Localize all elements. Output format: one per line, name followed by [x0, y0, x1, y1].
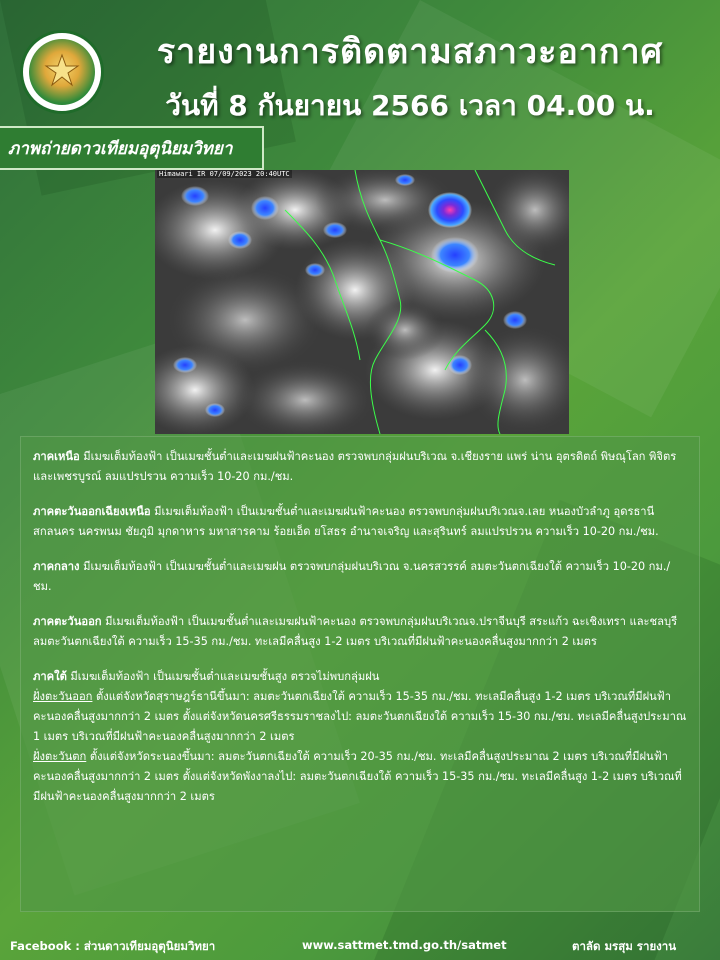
west-coast-text: ตั้งแต่จังหวัดระนองขึ้นมา: ลมตะวันตกเฉียงใต้ ความเร็ว 20-35 กม./ชม. ทะเลมีคลื่นสูงประมาณ 2 เมตร บริเวณที่มีฝนฟ้าคะนองคลื่นสูงมากกว่า 2 เมตร ตั้งแต่จังหวัดพังงาลงไป: ลมตะวันตกเฉียงใต้ ความเร็ว 15-35 กม./ชม. ทะเลมีคลื่นสูง 1-2 เมตร บริเวณที่มีฝนฟ้าคะนองคลื่นสูงมากกว่า 2 เมตร [33, 750, 682, 803]
region-text: มีเมฆเต็มท้องฟ้า เป็นเมฆชั้นต่ำและเมฆฝนฟ้าคะนอง ตรวจพบกลุ่มฝนบริเวณจ.ปราจีนบุรี สระแก้ว ฉะเชิงเทรา และชลบุรี ลมตะวันตกเฉียงใต้ ความเร็ว 15-35 กม./ชม. ทะเลมีคลื่นสูง 1-2 เมตร บริเวณที่มีฝนฟ้าคะนองคลื่นสูงมากกว่า 2 เมตร [33, 615, 678, 648]
region-text: มีเมฆเต็มท้องฟ้า เป็นเมฆชั้นต่ำและเมฆฝน ตรวจพบกลุ่มฝนบริเวณ จ.นครสวรรค์ ลมตะวันตกเฉียงใต้ ความเร็ว 10-20 กม./ชม. [33, 560, 671, 593]
report-date: วันที่ 8 กันยายน 2566 เวลา 04.00 น. [165, 89, 655, 122]
reporter-credit: ตาลัด มรสุม รายงาน [572, 939, 677, 953]
page-title: รายงานการติดตามสภาวะอากาศ [156, 32, 664, 72]
region-text: มีเมฆเต็มท้องฟ้า เป็นเมฆชั้นต่ำและเมฆชั้นสูง ตรวจไม่พบกลุ่มฝน [66, 670, 380, 683]
facebook-link[interactable]: Facebook : ส่วนดาวเทียมอุตุนิยมวิทยา [10, 939, 216, 953]
weather-report [20, 436, 700, 912]
region-text: มีเมฆเต็มท้องฟ้า เป็นเมฆชั้นต่ำและเมฆฝนฟ้าคะนอง ตรวจพบกลุ่มฝนบริเวณจ.เลย หนองบัวลำภู อุดรธานี สกลนคร นครพนม ชัยภูมิ มุกดาหาร มหาสารคาม ร้อยเอ็ด ยโสธร อำนาจเจริญ และสุรินทร์ ลมแปรปรวน ความเร็ว 10-20 กม./ชม. [33, 505, 659, 538]
region-south [33, 667, 687, 807]
region-heading: ภาคตะวันออกเฉียงเหนือ [33, 505, 151, 518]
region-text: มีเมฆเต็มท้องฟ้า เป็นเมฆชั้นต่ำและเมฆฝนฟ้าคะนอง ตรวจพบกลุ่มฝนบริเวณ จ.เชียงราย แพร่ น่าน อุตรดิตถ์ พิษณุโลก พิจิตร และเพชรบูรณ์ ลมแปรปรวน ความเร็ว 10-20 กม./ชม. [33, 450, 677, 483]
satellite-caption: Himawari IR 07/09/2023 20:40UTC [159, 170, 290, 178]
region-northeast [33, 502, 687, 542]
region-heading: ภาคตะวันออก [33, 615, 102, 628]
region-east [33, 612, 687, 652]
region-central [33, 557, 687, 597]
footer [0, 934, 720, 958]
east-coast-text: ตั้งแต่จังหวัดสุราษฎร์ธานีขึ้นมา: ลมตะวันตกเฉียงใต้ ความเร็ว 15-35 กม./ชม. ทะเลมีคลื่นสูง 1-2 เมตร บริเวณที่มีฝนฟ้าคะนองคลื่นสูงมากกว่า 2 เมตร ตั้งแต่จังหวัดนครศรีธรรมราชลงไป: ลมตะวันตกเฉียงใต้ ความเร็ว 15-30 กม./ชม. ทะเลมีคลื่นสูงประมาณ 1 เมตร บริเวณที่มีฝนฟ้าคะนองคลื่นสูงมากกว่า 2 เมตร [33, 690, 687, 743]
section-label: ภาพถ่ายดาวเทียมอุตุนิยมวิทยา [0, 126, 264, 170]
region-heading: ภาคใต้ [33, 670, 67, 683]
website-link[interactable]: www.sattmet.tmd.go.th/satmet [302, 938, 507, 952]
region-heading: ภาคกลาง [33, 560, 80, 573]
region-heading: ภาคเหนือ [33, 450, 80, 463]
satellite-image [155, 170, 569, 434]
west-coast-heading: ฝั่งตะวันตก [33, 750, 87, 763]
east-coast-heading: ฝั่งตะวันออก [33, 690, 93, 703]
region-north [33, 447, 687, 487]
tmd-logo-icon [20, 30, 104, 114]
